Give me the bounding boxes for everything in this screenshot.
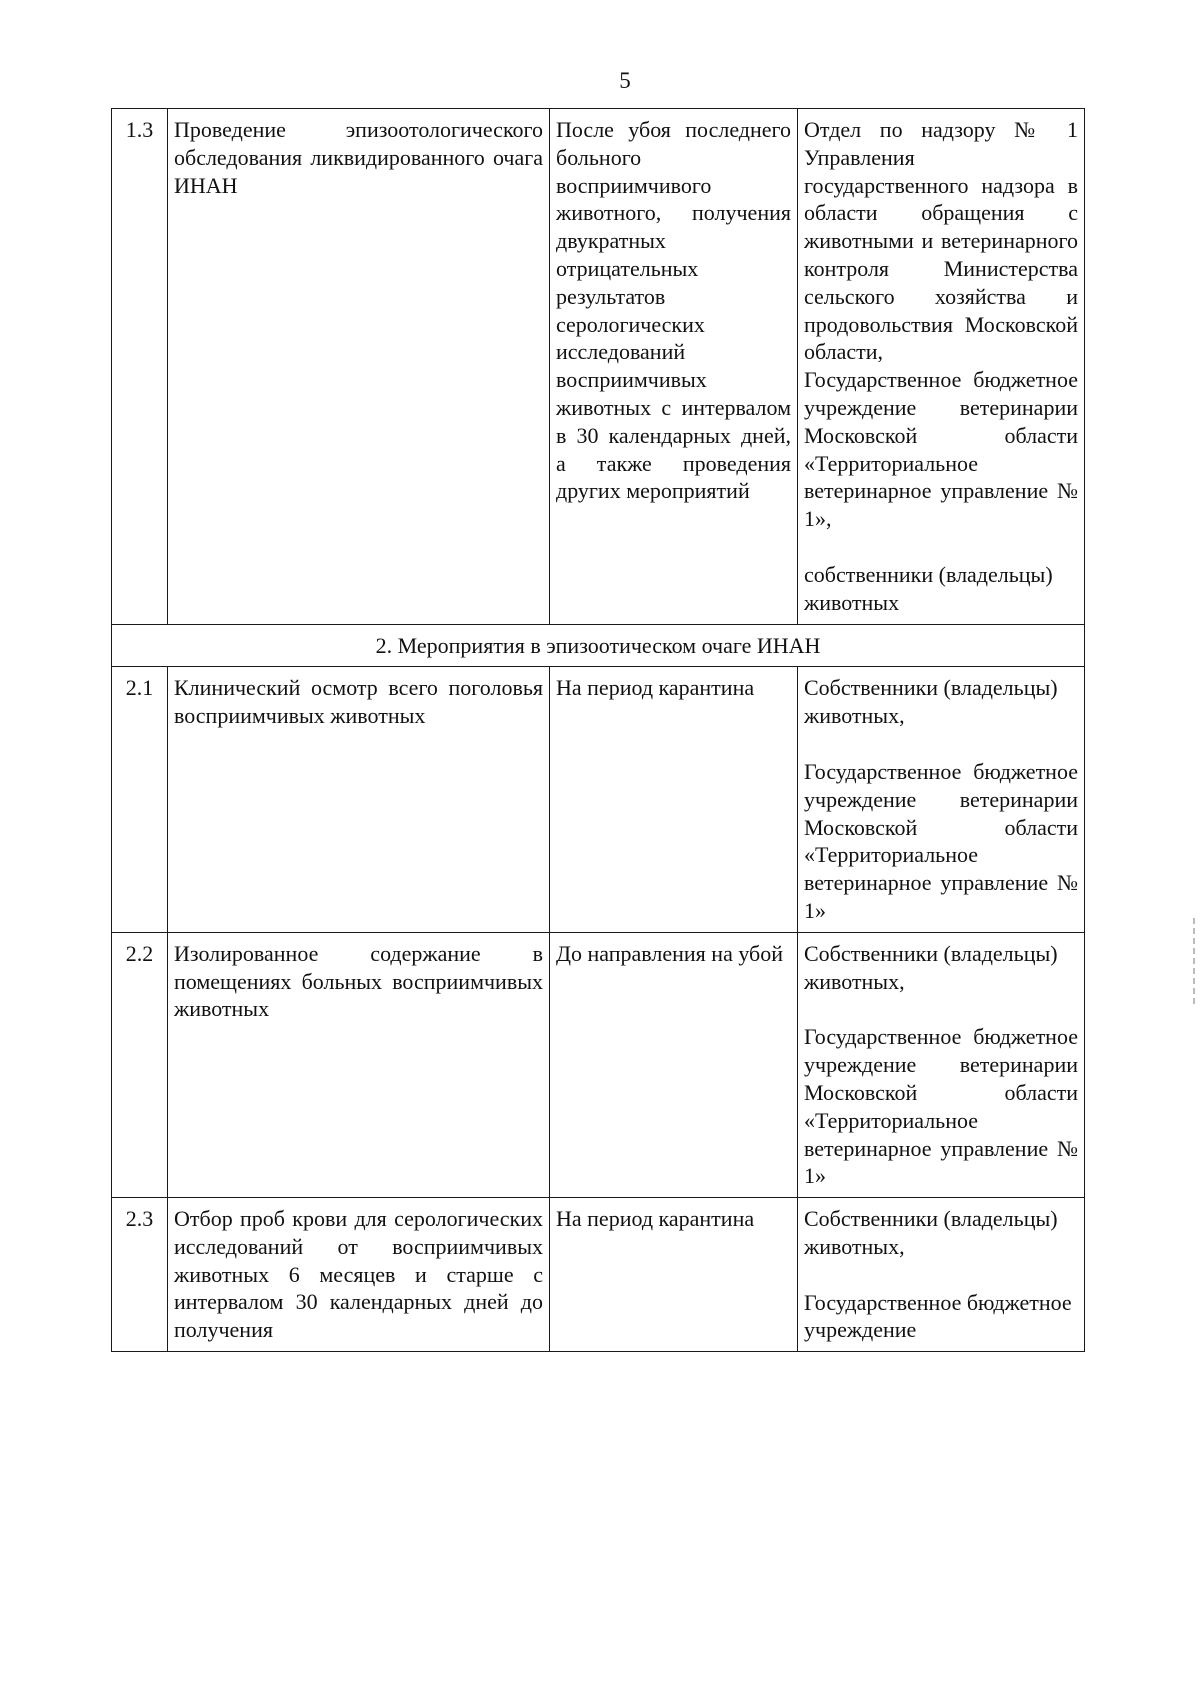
period-cell: После убоя последнего больного восприимчивого животного, получения двукратных отрицательных результатов серологических исследований восприимчивых животных с интервалом в 30 календарных дней, а также проведения других мероприятий: [550, 109, 798, 625]
responsible-entry: Государственное бюджетное учреждение: [804, 1289, 1072, 1343]
section-header: 2. Мероприятия в эпизоотическом очаге ИНАН: [112, 624, 1085, 667]
table-row: [112, 1198, 1085, 1352]
page-number: 5: [619, 68, 631, 93]
responsible-entry: Государственное бюджетное учреждение ветеринарии Московской области «Территориальное ветеринарное управление № 1»: [804, 1024, 1078, 1189]
activity-cell: Клинический осмотр всего поголовья восприимчивых животных: [168, 667, 550, 932]
responsible-cell: [798, 667, 1085, 932]
row-number: 1.3: [112, 109, 168, 625]
table-row: [112, 932, 1085, 1197]
responsible-entry: Собственники (владельцы) животных,: [804, 940, 1058, 994]
responsible-entry: собственники (владельцы) животных: [804, 561, 1053, 615]
table-row: [112, 109, 1085, 625]
responsible-cell: [798, 932, 1085, 1197]
activity-cell: Проведение эпизоотологического обследования ликвидированного очага ИНАН: [168, 109, 550, 625]
responsible-entry: Собственники (владельцы) животных,: [804, 1206, 1058, 1259]
period-cell: До направления на убой: [550, 932, 798, 1197]
responsible-cell: [798, 109, 1085, 625]
section-header-row: [112, 624, 1085, 667]
row-number: 2.1: [112, 667, 168, 932]
scan-edge-mark: [1193, 918, 1195, 1008]
responsible-cell: [798, 1198, 1085, 1352]
table-row: [112, 667, 1085, 932]
row-number: 2.3: [112, 1198, 168, 1352]
activity-cell: Отбор проб крови для серологических исследований от восприимчивых животных 6 месяцев и старше с интервалом 30 календарных дней до получения: [168, 1198, 550, 1352]
period-cell: На период карантина: [550, 1198, 798, 1352]
responsible-entry: Государственное бюджетное учреждение ветеринарии Московской области «Территориальное ветеринарное управление № 1»: [804, 758, 1078, 923]
activity-cell: Изолированное содержание в помещениях больных восприимчивых животных: [168, 932, 550, 1197]
measures-table: [111, 108, 1085, 1352]
responsible-entry: Собственники (владельцы) животных,: [804, 675, 1058, 729]
responsible-entry: Государственное бюджетное учреждение ветеринарии Московской области «Территориальное ветеринарное управление № 1»,: [804, 367, 1078, 532]
responsible-entry: Отдел по надзору № 1 Управления государственного надзора в области обращения с животными и ветеринарного контроля Министерства сельского хозяйства и продовольствия Московской области,: [804, 117, 1078, 365]
period-cell: На период карантина: [550, 667, 798, 932]
row-number: 2.2: [112, 932, 168, 1197]
